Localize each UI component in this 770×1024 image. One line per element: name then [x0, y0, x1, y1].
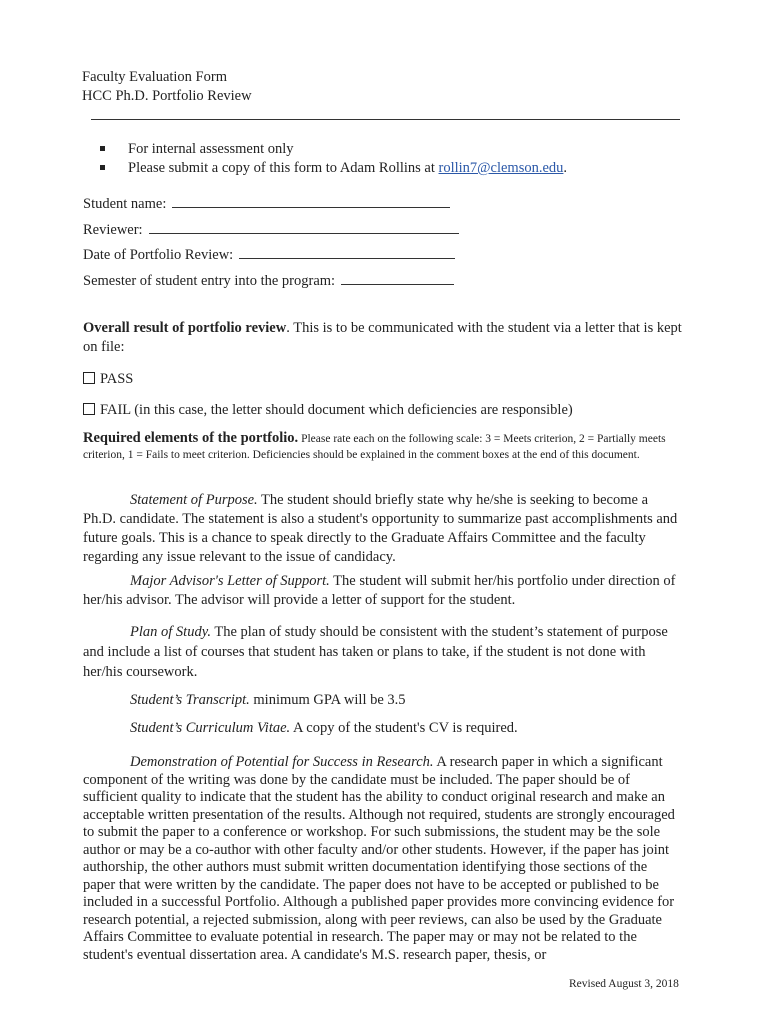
plan-of-study-section: Plan of Study. The plan of study should be consistent with the student’s statement of purpose and include a list of courses that student has taken or plans to take, if the student is not done with her/his coursework.	[83, 624, 668, 680]
email-link[interactable]: rollin7@clemson.edu	[438, 160, 564, 176]
square-bullet-icon	[100, 146, 105, 151]
student-name-line[interactable]	[172, 195, 450, 208]
required-elements-paragraph: Required elements of the portfolio. Please rate each on the following scale: 3 = Meets criterion, 2 = Partially meets criterion, 1 = Fails to meet criterion. Deficiencies should be explained in the comment boxes at the end of this document.	[83, 430, 666, 461]
field-label: Student name:	[83, 196, 167, 212]
form-subtitle: HCC Ph.D. Portfolio Review	[82, 88, 252, 104]
reviewer-line[interactable]	[149, 221, 459, 234]
fail-label: FAIL (in this case, the letter should document which deficiencies are responsible)	[100, 402, 573, 418]
reviewer-field	[83, 221, 459, 239]
statement-of-purpose-section: Statement of Purpose. The student should briefly state why he/she is seeking to become a Ph.D. candidate. The statement is also a student's opportunity to summarize past accomplishments and future goals. This is a chance to speak directly to the Graduate Affairs Committee and the faculty regarding any issue relevant to the issue of candidacy.	[83, 492, 678, 565]
research-potential-section: Demonstration of Potential for Success in Research. A research paper in which a significant component of the writing was done by the candidate must be included. The paper should be of sufficient quality to indicate that the student has the ability to conduct original research and make an acceptable written presentation of the results. Although not required, students are strongly encouraged to submit the paper to a conference or workshop. For such submissions, the student may be the sole author or may be a co-author with other faculty and/or other students. However, if the paper has joint authorship, the other authors must submit written documentation identifying those sections of the paper that were written by the candidate. The paper does not have to be accepted or published to be included in a successful Portfolio. Although a published paper provides more convincing evidence for research potential, a rejected submission, along with peer reviews, can also be used by the Graduate Affairs Committee to evaluate potential in research. The paper may or may not be related to the student's eventual dissertation area. A candidate's M.S. research paper, thesis, or	[83, 754, 675, 963]
advisor-letter-section: Major Advisor's Letter of Support. The student will submit her/his portfolio under direction of her/his advisor. The advisor will provide a letter of support for the student.	[83, 573, 676, 608]
list-item: For internal assessment only	[98, 140, 567, 159]
semester-entry-field	[83, 272, 454, 290]
form-header	[82, 68, 252, 106]
instructions-list	[98, 140, 567, 178]
review-date-line[interactable]	[239, 246, 455, 259]
overall-result-paragraph: Overall result of portfolio review. This is to be communicated with the student via a letter that is kept on file:	[83, 320, 682, 355]
form-title: Faculty Evaluation Form	[82, 69, 227, 85]
curriculum-vitae-section: Student’s Curriculum Vitae. A copy of the student's CV is required.	[130, 720, 518, 736]
transcript-section: Student’s Transcript. minimum GPA will be 3.5	[130, 692, 406, 708]
checkbox-icon[interactable]	[83, 403, 95, 415]
field-label: Reviewer:	[83, 222, 143, 238]
fail-option[interactable]	[83, 401, 573, 420]
list-item: Please submit a copy of this form to Adam Rollins at rollin7@clemson.edu.	[98, 159, 567, 178]
review-date-field	[83, 246, 455, 264]
pass-label: PASS	[100, 371, 134, 387]
field-label: Date of Portfolio Review:	[83, 247, 234, 263]
checkbox-icon[interactable]	[83, 372, 95, 384]
pass-option[interactable]	[83, 370, 133, 389]
student-name-field	[83, 195, 450, 213]
square-bullet-icon	[100, 165, 105, 170]
semester-entry-line[interactable]	[341, 272, 454, 285]
header-divider	[91, 119, 680, 120]
field-label: Semester of student entry into the program:	[83, 273, 336, 289]
revision-date: Revised August 3, 2018	[569, 978, 679, 990]
